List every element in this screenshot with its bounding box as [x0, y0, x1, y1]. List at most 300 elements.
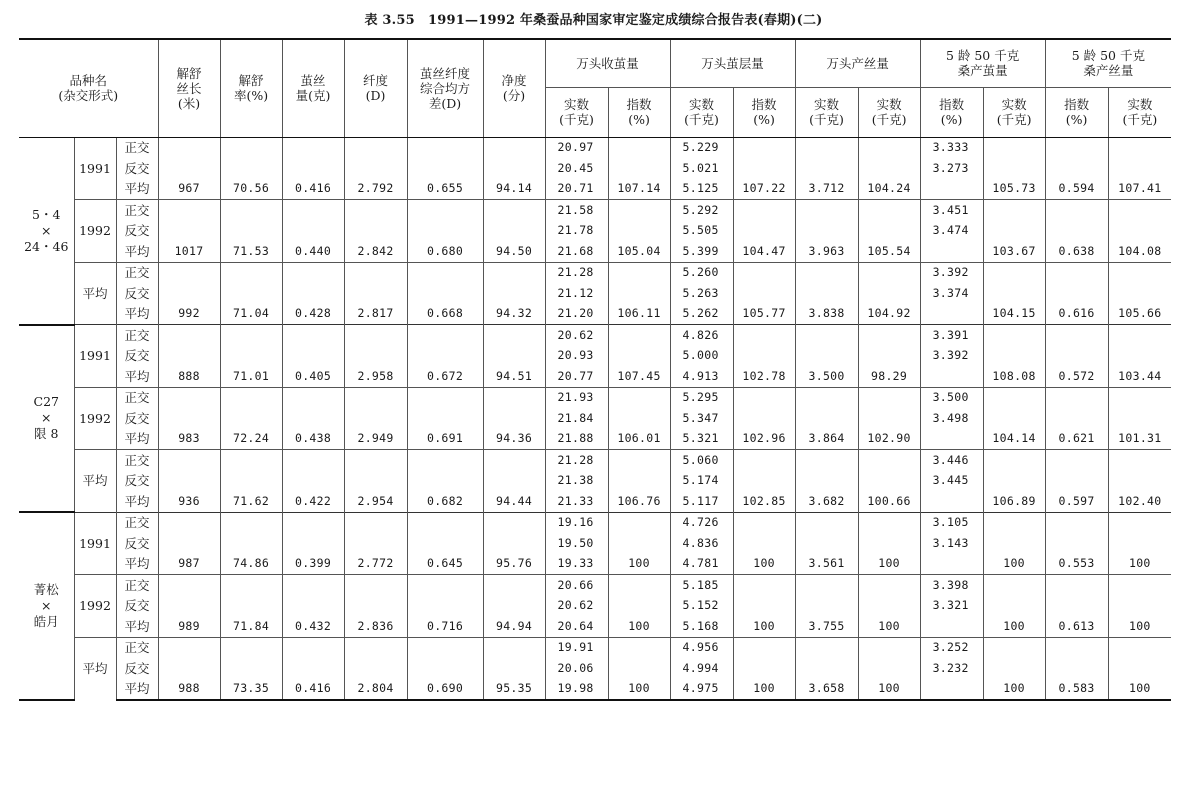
mulberry-silk-index-cell — [1045, 533, 1108, 554]
cross-type: 正交 — [116, 325, 158, 346]
neatness-cell — [483, 596, 545, 617]
filament-weight-cell: 0.440 — [282, 241, 344, 262]
year-label: 1991 — [74, 137, 116, 200]
size-cell: 2.949 — [344, 429, 407, 450]
yield-silk-actual-2-cell — [858, 533, 920, 554]
reel-rate-cell — [220, 575, 282, 596]
yield-cocoon-index-cell: 106.76 — [608, 491, 670, 512]
yield-cocoon-actual-cell: 20.77 — [545, 366, 608, 387]
filament-weight-cell — [282, 408, 344, 429]
yield-cocoon-index-cell: 106.01 — [608, 429, 670, 450]
filament-weight-cell — [282, 575, 344, 596]
yield-layer-index-cell: 105.77 — [733, 304, 795, 325]
mulberry-silk-index-cell — [1045, 512, 1108, 533]
mulberry-cocoon-actual-cell — [983, 512, 1045, 533]
size-cell — [344, 408, 407, 429]
yield-layer-actual-cell: 5.347 — [670, 408, 733, 429]
subheader-index: 指数 (%) — [608, 87, 670, 137]
yield-cocoon-actual-cell: 21.28 — [545, 262, 608, 283]
cross-type: 平均 — [116, 241, 158, 262]
yield-silk-actual-cell: 3.500 — [795, 366, 858, 387]
yield-silk-actual-2-cell: 100 — [858, 679, 920, 701]
mulberry-silk-index-cell: 0.553 — [1045, 554, 1108, 575]
reel-rate-cell — [220, 512, 282, 533]
cross-type: 反交 — [116, 346, 158, 367]
yield-silk-actual-cell — [795, 637, 858, 658]
cross-type: 平均 — [116, 491, 158, 512]
yield-cocoon-index-cell: 107.14 — [608, 179, 670, 200]
size-cell: 2.772 — [344, 554, 407, 575]
yield-silk-actual-2-cell — [858, 512, 920, 533]
mulberry-cocoon-index-cell — [920, 491, 983, 512]
yield-silk-actual-cell — [795, 408, 858, 429]
neatness-cell — [483, 408, 545, 429]
size-deviation-cell: 0.672 — [407, 366, 483, 387]
size-cell — [344, 200, 407, 221]
reel-length-cell — [158, 221, 220, 242]
reel-length-cell: 967 — [158, 179, 220, 200]
reel-length-cell — [158, 575, 220, 596]
mulberry-cocoon-index-cell — [920, 554, 983, 575]
size-deviation-cell: 0.682 — [407, 491, 483, 512]
neatness-cell: 94.50 — [483, 241, 545, 262]
size-deviation-cell — [407, 408, 483, 429]
mulberry-cocoon-actual-cell: 108.08 — [983, 366, 1045, 387]
size-cell — [344, 137, 407, 158]
yield-silk-actual-2-cell — [858, 387, 920, 408]
yield-silk-actual-2-cell: 98.29 — [858, 366, 920, 387]
mulberry-silk-index-cell: 0.613 — [1045, 616, 1108, 637]
yield-silk-actual-2-cell: 104.24 — [858, 179, 920, 200]
mulberry-cocoon-actual-cell — [983, 137, 1045, 158]
mulberry-cocoon-actual-cell — [983, 450, 1045, 471]
reel-rate-cell — [220, 283, 282, 304]
mulberry-cocoon-index-cell: 3.392 — [920, 346, 983, 367]
yield-silk-actual-cell: 3.838 — [795, 304, 858, 325]
neatness-cell — [483, 512, 545, 533]
yield-cocoon-actual-cell: 20.93 — [545, 346, 608, 367]
subheader-actual: 实数 (千克) — [545, 87, 608, 137]
mulberry-silk-actual-cell: 105.66 — [1108, 304, 1171, 325]
filament-weight-cell: 0.438 — [282, 429, 344, 450]
yield-layer-index-cell — [733, 137, 795, 158]
subheader-index: 指数 (%) — [920, 87, 983, 137]
reel-length-cell — [158, 262, 220, 283]
reel-rate-cell — [220, 262, 282, 283]
cross-type: 正交 — [116, 450, 158, 471]
yield-cocoon-index-cell — [608, 408, 670, 429]
reel-length-cell — [158, 158, 220, 179]
reel-rate-cell — [220, 596, 282, 617]
mulberry-silk-actual-cell — [1108, 200, 1171, 221]
yield-layer-actual-cell: 5.060 — [670, 450, 733, 471]
yield-cocoon-actual-cell: 19.91 — [545, 637, 608, 658]
reel-rate-cell — [220, 221, 282, 242]
mulberry-silk-actual-cell: 104.08 — [1108, 241, 1171, 262]
yield-layer-index-cell: 107.22 — [733, 179, 795, 200]
mulberry-silk-index-cell — [1045, 408, 1108, 429]
mulberry-silk-actual-cell: 100 — [1108, 679, 1171, 701]
table-row — [19, 304, 1171, 325]
yield-silk-actual-cell: 3.682 — [795, 491, 858, 512]
cross-type: 正交 — [116, 575, 158, 596]
yield-silk-actual-cell — [795, 471, 858, 492]
yield-layer-index-cell — [733, 512, 795, 533]
reel-length-cell — [158, 596, 220, 617]
subheader-actual: 实数 (千克) — [1108, 87, 1171, 137]
table-row — [19, 596, 1171, 617]
filament-weight-cell: 0.416 — [282, 179, 344, 200]
size-deviation-cell: 0.690 — [407, 679, 483, 701]
yield-silk-actual-2-cell — [858, 596, 920, 617]
size-cell — [344, 158, 407, 179]
mulberry-silk-index-cell: 0.572 — [1045, 366, 1108, 387]
mulberry-silk-index-cell — [1045, 596, 1108, 617]
reel-rate-cell: 73.35 — [220, 679, 282, 701]
yield-layer-actual-cell: 5.185 — [670, 575, 733, 596]
table-row — [19, 575, 1171, 596]
size-deviation-cell — [407, 512, 483, 533]
size-deviation-cell — [407, 471, 483, 492]
mulberry-cocoon-actual-cell — [983, 637, 1045, 658]
table-row — [19, 658, 1171, 679]
yield-cocoon-index-cell — [608, 575, 670, 596]
filament-weight-cell — [282, 596, 344, 617]
yield-layer-actual-cell: 4.913 — [670, 366, 733, 387]
neatness-cell — [483, 325, 545, 346]
yield-cocoon-index-cell — [608, 325, 670, 346]
yield-silk-actual-2-cell: 104.92 — [858, 304, 920, 325]
mulberry-silk-index-cell — [1045, 262, 1108, 283]
yield-cocoon-index-cell — [608, 533, 670, 554]
mulberry-cocoon-index-cell — [920, 366, 983, 387]
yield-cocoon-index-cell — [608, 658, 670, 679]
reel-length-cell — [158, 200, 220, 221]
filament-weight-cell — [282, 262, 344, 283]
size-cell — [344, 637, 407, 658]
reel-rate-cell: 71.01 — [220, 366, 282, 387]
yield-layer-index-cell — [733, 408, 795, 429]
size-cell: 2.836 — [344, 616, 407, 637]
yield-layer-index-cell — [733, 200, 795, 221]
table-row — [19, 554, 1171, 575]
mulberry-silk-index-cell: 0.638 — [1045, 241, 1108, 262]
reel-rate-cell: 70.56 — [220, 179, 282, 200]
yield-layer-index-cell — [733, 658, 795, 679]
size-deviation-cell — [407, 658, 483, 679]
yield-layer-index-cell: 100 — [733, 679, 795, 701]
yield-silk-actual-cell: 3.561 — [795, 554, 858, 575]
mulberry-cocoon-actual-cell — [983, 346, 1045, 367]
yield-cocoon-index-cell: 100 — [608, 679, 670, 701]
mulberry-cocoon-index-cell: 3.445 — [920, 471, 983, 492]
cross-type: 反交 — [116, 596, 158, 617]
header-variety: 品种名 (杂交形式) — [19, 39, 158, 137]
header-mulberry-cocoon: 5 龄 50 千克 桑产茧量 — [920, 39, 1045, 87]
yield-cocoon-index-cell — [608, 450, 670, 471]
yield-cocoon-actual-cell: 21.28 — [545, 450, 608, 471]
yield-layer-index-cell — [733, 450, 795, 471]
cross-type: 正交 — [116, 200, 158, 221]
yield-silk-actual-cell — [795, 325, 858, 346]
reel-rate-cell — [220, 137, 282, 158]
yield-cocoon-index-cell: 100 — [608, 616, 670, 637]
reel-length-cell: 1017 — [158, 241, 220, 262]
filament-weight-cell — [282, 637, 344, 658]
mulberry-silk-index-cell: 0.597 — [1045, 491, 1108, 512]
mulberry-silk-index-cell — [1045, 346, 1108, 367]
mulberry-cocoon-index-cell — [920, 616, 983, 637]
reel-rate-cell — [220, 533, 282, 554]
size-cell — [344, 450, 407, 471]
yield-cocoon-actual-cell: 19.50 — [545, 533, 608, 554]
mulberry-silk-actual-cell: 100 — [1108, 616, 1171, 637]
reel-rate-cell — [220, 471, 282, 492]
yield-layer-actual-cell: 5.292 — [670, 200, 733, 221]
reel-length-cell — [158, 637, 220, 658]
yield-silk-actual-2-cell — [858, 658, 920, 679]
reel-rate-cell: 74.86 — [220, 554, 282, 575]
neatness-cell — [483, 533, 545, 554]
size-deviation-cell: 0.716 — [407, 616, 483, 637]
header-yield-layer: 万头茧层量 — [670, 39, 795, 87]
yield-cocoon-index-cell — [608, 221, 670, 242]
year-label: 平均 — [74, 637, 116, 700]
cross-type: 反交 — [116, 658, 158, 679]
mulberry-cocoon-actual-cell: 100 — [983, 616, 1045, 637]
mulberry-cocoon-actual-cell — [983, 658, 1045, 679]
table-row — [19, 450, 1171, 471]
reel-length-cell — [158, 408, 220, 429]
mulberry-cocoon-index-cell: 3.392 — [920, 262, 983, 283]
mulberry-cocoon-actual-cell — [983, 533, 1045, 554]
table-title: 表 3.55 1991—1992 年桑蚕品种国家审定鉴定成绩综合报告表(春期)(二) — [364, 13, 823, 28]
yield-cocoon-index-cell — [608, 158, 670, 179]
filament-weight-cell: 0.405 — [282, 366, 344, 387]
mulberry-silk-actual-cell — [1108, 408, 1171, 429]
size-cell — [344, 346, 407, 367]
mulberry-silk-actual-cell — [1108, 471, 1171, 492]
size-deviation-cell — [407, 637, 483, 658]
reel-length-cell: 936 — [158, 491, 220, 512]
neatness-cell: 94.32 — [483, 304, 545, 325]
mulberry-cocoon-actual-cell — [983, 408, 1045, 429]
yield-silk-actual-2-cell: 100 — [858, 554, 920, 575]
yield-silk-actual-cell — [795, 450, 858, 471]
mulberry-cocoon-index-cell: 3.252 — [920, 637, 983, 658]
yield-layer-actual-cell: 4.781 — [670, 554, 733, 575]
size-cell — [344, 325, 407, 346]
reel-length-cell — [158, 658, 220, 679]
yield-layer-actual-cell: 5.295 — [670, 387, 733, 408]
yield-layer-actual-cell: 5.152 — [670, 596, 733, 617]
neatness-cell — [483, 450, 545, 471]
mulberry-cocoon-actual-cell — [983, 387, 1045, 408]
yield-cocoon-index-cell: 106.11 — [608, 304, 670, 325]
mulberry-silk-index-cell — [1045, 471, 1108, 492]
reel-rate-cell: 71.62 — [220, 491, 282, 512]
yield-silk-actual-cell: 3.755 — [795, 616, 858, 637]
size-deviation-cell — [407, 137, 483, 158]
yield-silk-actual-cell: 3.712 — [795, 179, 858, 200]
reel-length-cell — [158, 137, 220, 158]
size-deviation-cell — [407, 450, 483, 471]
yield-silk-actual-2-cell — [858, 221, 920, 242]
reel-length-cell — [158, 283, 220, 304]
neatness-cell — [483, 637, 545, 658]
yield-layer-actual-cell: 4.836 — [670, 533, 733, 554]
mulberry-cocoon-actual-cell — [983, 283, 1045, 304]
table-row — [19, 408, 1171, 429]
mulberry-silk-index-cell — [1045, 283, 1108, 304]
subheader-actual: 实数 (千克) — [670, 87, 733, 137]
neatness-cell: 95.76 — [483, 554, 545, 575]
yield-cocoon-actual-cell: 20.97 — [545, 137, 608, 158]
yield-cocoon-actual-cell: 20.71 — [545, 179, 608, 200]
cross-type: 平均 — [116, 554, 158, 575]
yield-silk-actual-2-cell: 105.54 — [858, 241, 920, 262]
yield-cocoon-index-cell — [608, 346, 670, 367]
cross-type: 反交 — [116, 283, 158, 304]
yield-cocoon-index-cell — [608, 283, 670, 304]
yield-silk-actual-cell — [795, 596, 858, 617]
cross-type: 反交 — [116, 158, 158, 179]
yield-cocoon-index-cell — [608, 596, 670, 617]
reel-rate-cell — [220, 408, 282, 429]
mulberry-silk-actual-cell — [1108, 262, 1171, 283]
size-deviation-cell — [407, 158, 483, 179]
mulberry-silk-index-cell — [1045, 450, 1108, 471]
reel-length-cell — [158, 533, 220, 554]
mulberry-silk-index-cell — [1045, 575, 1108, 596]
yield-cocoon-actual-cell: 19.98 — [545, 679, 608, 701]
yield-cocoon-index-cell — [608, 387, 670, 408]
mulberry-cocoon-actual-cell — [983, 596, 1045, 617]
neatness-cell — [483, 471, 545, 492]
yield-cocoon-actual-cell: 20.62 — [545, 325, 608, 346]
table-row — [19, 262, 1171, 283]
yield-layer-actual-cell: 5.260 — [670, 262, 733, 283]
cross-type: 平均 — [116, 179, 158, 200]
mulberry-silk-actual-cell — [1108, 325, 1171, 346]
yield-layer-index-cell — [733, 283, 795, 304]
mulberry-silk-actual-cell — [1108, 596, 1171, 617]
mulberry-cocoon-index-cell: 3.374 — [920, 283, 983, 304]
mulberry-cocoon-actual-cell: 106.89 — [983, 491, 1045, 512]
neatness-cell — [483, 221, 545, 242]
subheader-actual: 实数 (千克) — [795, 87, 858, 137]
filament-weight-cell — [282, 658, 344, 679]
reel-rate-cell — [220, 658, 282, 679]
yield-cocoon-actual-cell: 19.16 — [545, 512, 608, 533]
mulberry-cocoon-actual-cell — [983, 575, 1045, 596]
mulberry-cocoon-actual-cell: 104.14 — [983, 429, 1045, 450]
neatness-cell — [483, 575, 545, 596]
filament-weight-cell: 0.422 — [282, 491, 344, 512]
cross-type: 反交 — [116, 533, 158, 554]
mulberry-cocoon-index-cell — [920, 429, 983, 450]
mulberry-silk-index-cell — [1045, 158, 1108, 179]
yield-silk-actual-cell — [795, 658, 858, 679]
yield-silk-actual-cell — [795, 387, 858, 408]
table-row — [19, 366, 1171, 387]
mulberry-cocoon-actual-cell — [983, 158, 1045, 179]
header-size-deviation: 茧丝纤度 综合均方 差(D) — [407, 39, 483, 137]
neatness-cell: 94.44 — [483, 491, 545, 512]
yield-layer-actual-cell: 4.975 — [670, 679, 733, 701]
yield-cocoon-actual-cell: 19.33 — [545, 554, 608, 575]
size-deviation-cell — [407, 325, 483, 346]
yield-layer-actual-cell: 5.168 — [670, 616, 733, 637]
yield-cocoon-index-cell: 107.45 — [608, 366, 670, 387]
header-mulberry-silk: 5 龄 50 千克 桑产丝量 — [1045, 39, 1171, 87]
yield-silk-actual-cell — [795, 221, 858, 242]
yield-silk-actual-2-cell — [858, 471, 920, 492]
reel-rate-cell: 71.04 — [220, 304, 282, 325]
mulberry-silk-actual-cell — [1108, 283, 1171, 304]
mulberry-cocoon-index-cell: 3.398 — [920, 575, 983, 596]
reel-length-cell — [158, 450, 220, 471]
mulberry-silk-actual-cell: 101.31 — [1108, 429, 1171, 450]
reel-rate-cell — [220, 158, 282, 179]
neatness-cell: 94.36 — [483, 429, 545, 450]
mulberry-silk-index-cell: 0.583 — [1045, 679, 1108, 701]
cross-type: 平均 — [116, 616, 158, 637]
mulberry-silk-actual-cell — [1108, 637, 1171, 658]
mulberry-silk-index-cell: 0.616 — [1045, 304, 1108, 325]
yield-layer-index-cell: 100 — [733, 554, 795, 575]
size-cell — [344, 262, 407, 283]
mulberry-silk-actual-cell — [1108, 450, 1171, 471]
size-deviation-cell: 0.680 — [407, 241, 483, 262]
mulberry-cocoon-index-cell: 3.474 — [920, 221, 983, 242]
header-neatness: 净度 (分) — [483, 39, 545, 137]
mulberry-cocoon-actual-cell — [983, 325, 1045, 346]
size-cell: 2.954 — [344, 491, 407, 512]
mulberry-silk-actual-cell — [1108, 512, 1171, 533]
yield-layer-index-cell: 102.85 — [733, 491, 795, 512]
mulberry-silk-actual-cell — [1108, 575, 1171, 596]
yield-silk-actual-cell — [795, 262, 858, 283]
mulberry-silk-actual-cell: 107.41 — [1108, 179, 1171, 200]
reel-rate-cell — [220, 346, 282, 367]
header-yield-silk: 万头产丝量 — [795, 39, 920, 87]
yield-layer-actual-cell: 5.321 — [670, 429, 733, 450]
variety-name: 5・4 × 24・46 — [19, 137, 74, 325]
yield-cocoon-actual-cell: 20.62 — [545, 596, 608, 617]
mulberry-cocoon-actual-cell: 104.15 — [983, 304, 1045, 325]
yield-layer-index-cell — [733, 262, 795, 283]
filament-weight-cell — [282, 346, 344, 367]
yield-silk-actual-2-cell — [858, 158, 920, 179]
table-row — [19, 471, 1171, 492]
yield-cocoon-actual-cell: 20.64 — [545, 616, 608, 637]
mulberry-silk-actual-cell — [1108, 533, 1171, 554]
mulberry-silk-index-cell — [1045, 325, 1108, 346]
yield-cocoon-index-cell — [608, 262, 670, 283]
yield-cocoon-index-cell — [608, 200, 670, 221]
size-cell — [344, 283, 407, 304]
reel-length-cell — [158, 387, 220, 408]
year-label: 平均 — [74, 450, 116, 513]
size-cell — [344, 221, 407, 242]
mulberry-silk-index-cell — [1045, 658, 1108, 679]
table-row — [19, 200, 1171, 221]
yield-silk-actual-2-cell — [858, 200, 920, 221]
yield-silk-actual-cell — [795, 283, 858, 304]
reel-length-cell — [158, 346, 220, 367]
filament-weight-cell — [282, 158, 344, 179]
